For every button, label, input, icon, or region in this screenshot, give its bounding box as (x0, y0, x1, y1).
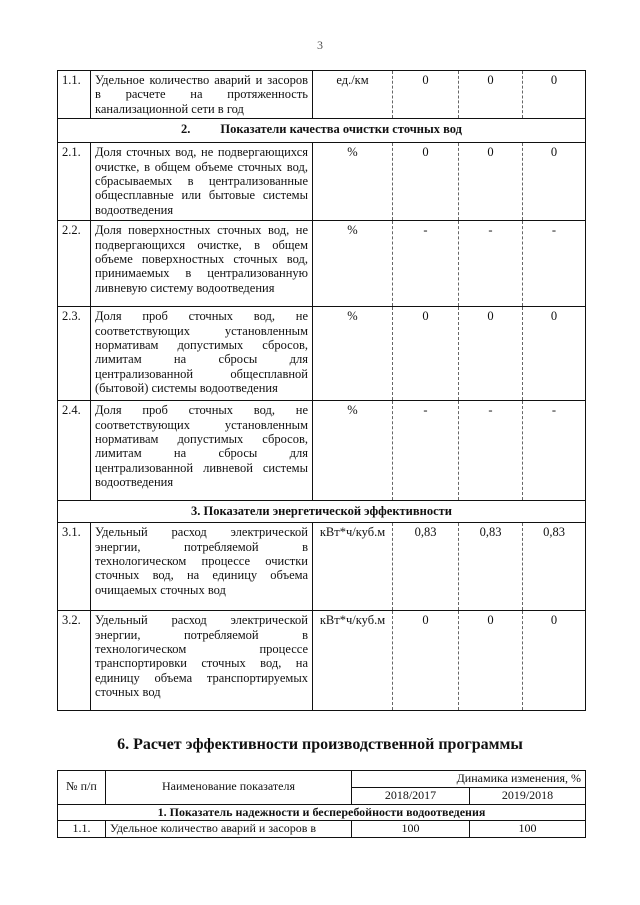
indicator-name: Удельный расход электрической энергии, потребляемой в технологическом процессе транспортировки сточных вод, на единицу объема транспортируемых сточных вод (91, 611, 313, 711)
value-3: 0,83 (523, 523, 586, 611)
value-2: 0 (459, 307, 523, 401)
col-year1-header: 2018/2017 (352, 787, 470, 804)
value-2: - (459, 221, 523, 307)
value-1: 0 (393, 143, 459, 221)
value-2: 0 (459, 611, 523, 711)
row-num: 1.1. (58, 821, 106, 838)
value-1: 0 (393, 307, 459, 401)
value-1: - (393, 221, 459, 307)
value-2: 0 (459, 71, 523, 119)
unit-of-measure: % (313, 401, 393, 501)
section-title: 3. Показатели энергетической эффективности (191, 504, 452, 519)
value-3: - (523, 401, 586, 501)
unit-of-measure: % (313, 307, 393, 401)
indicator-name: Доля поверхностных сточных вод, не подвергающихся очистке, в общем объеме поверхностных сточных вод, принимаемых в централизованную ливневую систему водоотведения (91, 221, 313, 307)
value-1: 0 (393, 71, 459, 119)
unit-of-measure: ед./км (313, 71, 393, 119)
indicator-name: Доля проб сточных вод, не соответствующих установленным нормативам допустимых сбросов, лимитам на сбросы для централизованной ливневой системы водоотведения (91, 401, 313, 501)
col-dynamics-header: Динамика изменения, % (352, 771, 586, 788)
row-number: 2.3. (58, 307, 91, 401)
unit-of-measure: кВт*ч/куб.м (313, 611, 393, 711)
row-number: 2.2. (58, 221, 91, 307)
value-3: 0 (523, 143, 586, 221)
value-2: - (459, 401, 523, 501)
indicator-name: Удельный расход электрической энергии, потребляемой в технологическом процессе очистки сточных вод, на единицу объема очищаемых сточных вод (91, 523, 313, 611)
value-1: 0,83 (393, 523, 459, 611)
table-row (58, 401, 586, 501)
row-number: 3.2. (58, 611, 91, 711)
row-value-1: 100 (352, 821, 470, 838)
table-row (58, 523, 586, 611)
col-num-header: № п/п (58, 771, 106, 805)
indicator-name: Удельное количество аварий и засоров в расчете на протяженность канализационной сети в год (91, 71, 313, 119)
section-title: Показатели качества очистки сточных вод (220, 122, 463, 137)
col-name-header: Наименование показателя (106, 771, 352, 805)
value-2: 0 (459, 143, 523, 221)
value-3: 0 (523, 611, 586, 711)
value-1: - (393, 401, 459, 501)
table-row (58, 71, 586, 119)
section-title: 1. Показатель надежности и бесперебойности водоотведения (58, 804, 586, 821)
value-2: 0,83 (459, 523, 523, 611)
value-3: 0 (523, 71, 586, 119)
indicators-table (57, 70, 586, 711)
table-row (58, 307, 586, 401)
row-number: 1.1. (58, 71, 91, 119)
unit-of-measure: % (313, 143, 393, 221)
row-value-2: 100 (470, 821, 586, 838)
row-name: Удельное количество аварий и засоров в (106, 821, 352, 838)
indicator-name: Доля проб сточных вод, не соответствующих установленным нормативам допустимых сбросов, лимитам на сбросы для централизованной общесплавной (бытовой) системы водоотведения (91, 307, 313, 401)
indicator-name: Доля сточных вод, не подвергающихся очистке, в общем объеме сточных вод, сбрасываемых в централизованные общесплавные или бытовые системы водоотведения (91, 143, 313, 221)
table-row (58, 611, 586, 711)
row-number: 2.4. (58, 401, 91, 501)
value-3: - (523, 221, 586, 307)
unit-of-measure: % (313, 221, 393, 307)
section-number: 2. (180, 122, 191, 137)
page-number: 3 (317, 38, 323, 52)
table-row (58, 143, 586, 221)
row-number: 3.1. (58, 523, 91, 611)
row-number: 2.1. (58, 143, 91, 221)
unit-of-measure: кВт*ч/куб.м (313, 523, 393, 611)
value-3: 0 (523, 307, 586, 401)
col-year2-header: 2019/2018 (470, 787, 586, 804)
section-6-heading: 6. Расчет эффективности производственной программы (117, 736, 523, 753)
section-row (58, 501, 586, 523)
section-row (58, 119, 586, 143)
value-1: 0 (393, 611, 459, 711)
table-row (58, 221, 586, 307)
efficiency-table (57, 770, 586, 838)
